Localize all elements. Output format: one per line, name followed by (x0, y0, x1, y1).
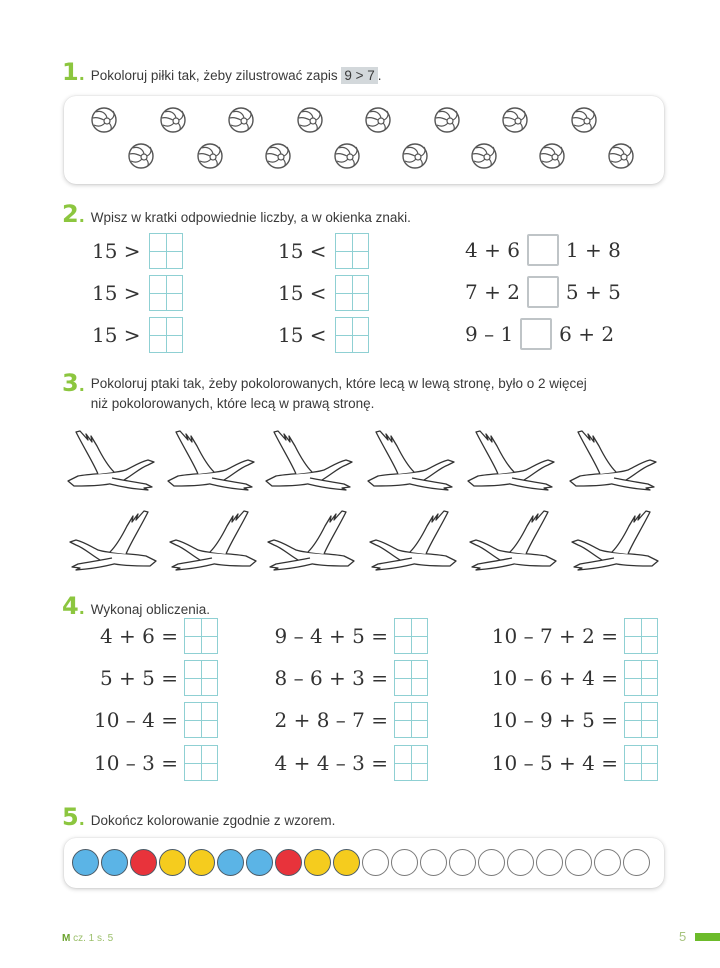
calculation-row (492, 745, 658, 781)
answer-grid[interactable] (184, 702, 218, 738)
task-2-heading (62, 200, 411, 228)
right-expression: 6 + 2 (559, 322, 615, 346)
beach-ball-icon[interactable] (401, 142, 429, 170)
task-number: 3. (62, 369, 85, 397)
task-5-heading (62, 803, 335, 831)
answer-grid[interactable] (335, 275, 369, 311)
yellow-circle (188, 849, 215, 876)
calculation-row (275, 702, 428, 738)
calculation-row (492, 618, 658, 654)
sign-comparison-row (465, 318, 614, 350)
goose-right-icon[interactable] (164, 426, 260, 492)
task-instruction: Pokoloruj piłki tak, żeby zilustrować zapis 9 > 7 . (90, 68, 382, 83)
answer-grid[interactable] (394, 660, 428, 696)
empty-circle[interactable] (391, 849, 418, 876)
sign-box[interactable] (527, 276, 559, 308)
answer-grid[interactable] (184, 660, 218, 696)
sign-comparison-row (465, 276, 621, 308)
beach-ball-icon[interactable] (607, 142, 635, 170)
beach-ball-icon[interactable] (227, 106, 255, 134)
answer-grid[interactable] (394, 702, 428, 738)
expression: 5 + 5 = (99, 666, 178, 690)
blue-circle (101, 849, 128, 876)
comparison-row (278, 233, 369, 269)
goose-right-icon[interactable] (464, 426, 560, 492)
answer-grid[interactable] (335, 233, 369, 269)
task-instruction: Dokończ kolorowanie zgodnie z wzorem. (90, 813, 336, 828)
goose-right-icon[interactable] (64, 426, 160, 492)
task-number: 2. (62, 200, 85, 228)
comparison-row (92, 233, 183, 269)
blue-circle (217, 849, 244, 876)
blue-circle (72, 849, 99, 876)
answer-grid[interactable] (184, 745, 218, 781)
expression: 15 > (92, 323, 141, 347)
calculation-row (275, 660, 428, 696)
beach-ball-icon[interactable] (196, 142, 224, 170)
goose-right-icon[interactable] (262, 426, 358, 492)
blue-circle (246, 849, 273, 876)
beach-ball-icon[interactable] (127, 142, 155, 170)
left-expression: 7 + 2 (465, 280, 520, 304)
expression: 15 < (278, 281, 327, 305)
expression: 15 > (92, 281, 141, 305)
yellow-circle (304, 849, 331, 876)
expression: 15 < (278, 323, 327, 347)
calculation-row (492, 660, 658, 696)
beach-ball-icon[interactable] (159, 106, 187, 134)
sign-box[interactable] (520, 318, 552, 350)
beach-ball-icon[interactable] (501, 106, 529, 134)
task-instruction: Wpisz w kratki odpowiednie liczby, a w okienka znaki. (90, 210, 411, 225)
answer-grid[interactable] (335, 317, 369, 353)
page-tab-bar (695, 933, 720, 941)
expression: 10 – 4 = (93, 708, 178, 732)
calculation-row (94, 702, 218, 738)
goose-right-icon[interactable] (566, 426, 662, 492)
calculation-row (275, 745, 428, 781)
empty-circle[interactable] (536, 849, 563, 876)
answer-grid[interactable] (624, 702, 658, 738)
task-3-heading (62, 370, 587, 414)
beach-ball-icon[interactable] (470, 142, 498, 170)
task-1-heading (62, 58, 382, 86)
empty-circle[interactable] (565, 849, 592, 876)
beach-ball-icon[interactable] (364, 106, 392, 134)
answer-grid[interactable] (624, 660, 658, 696)
empty-circle[interactable] (362, 849, 389, 876)
comparison-row (278, 275, 369, 311)
empty-circle[interactable] (507, 849, 534, 876)
yellow-circle (159, 849, 186, 876)
goose-left-icon[interactable] (566, 506, 662, 572)
beach-ball-icon[interactable] (570, 106, 598, 134)
answer-grid[interactable] (624, 618, 658, 654)
goose-left-icon[interactable] (262, 506, 358, 572)
footer-reference: M cz. 1 s. 5 (62, 933, 114, 944)
sign-comparison-row (465, 234, 621, 266)
answer-grid[interactable] (149, 317, 183, 353)
left-expression: 4 + 6 (465, 238, 520, 262)
expression: 4 + 6 = (99, 624, 178, 648)
beach-ball-icon[interactable] (538, 142, 566, 170)
empty-circle[interactable] (478, 849, 505, 876)
expression: 10 – 5 + 4 = (491, 751, 618, 775)
expression: 2 + 8 – 7 = (274, 708, 388, 732)
inequality-highlight: 9 > 7 (341, 67, 377, 84)
left-expression: 9 – 1 (465, 322, 514, 346)
answer-grid[interactable] (149, 275, 183, 311)
right-expression: 1 + 8 (565, 238, 621, 262)
task-instruction: Pokoloruj ptaki tak, żeby pokolorowanych, które lecą w lewą stronę, było o 2 więcej niż pokolorowanych, które lecą w prawą stronę. (90, 376, 587, 411)
answer-grid[interactable] (624, 745, 658, 781)
beach-ball-icon[interactable] (264, 142, 292, 170)
expression: 10 – 7 + 2 = (491, 624, 618, 648)
goose-left-icon[interactable] (64, 506, 160, 572)
empty-circle[interactable] (420, 849, 447, 876)
goose-left-icon[interactable] (164, 506, 260, 572)
calculation-row (100, 660, 218, 696)
task-instruction: Wykonaj obliczenia. (90, 602, 210, 617)
color-pattern-row (72, 849, 650, 876)
page-number: 5 (679, 929, 687, 944)
empty-circle[interactable] (449, 849, 476, 876)
task-number: 5. (62, 803, 85, 831)
expression: 8 – 6 + 3 = (274, 666, 388, 690)
comparison-row (92, 275, 183, 311)
expression: 4 + 4 – 3 = (274, 751, 388, 775)
calculation-row (492, 702, 658, 738)
red-circle (275, 849, 302, 876)
yellow-circle (333, 849, 360, 876)
right-expression: 5 + 5 (565, 280, 621, 304)
expression: 15 < (278, 239, 327, 263)
sign-box[interactable] (527, 234, 559, 266)
comparison-row (278, 317, 369, 353)
empty-circle[interactable] (594, 849, 621, 876)
expression: 10 – 3 = (93, 751, 178, 775)
beach-ball-icon[interactable] (433, 106, 461, 134)
task-number: 1. (62, 58, 85, 86)
empty-circle[interactable] (623, 849, 650, 876)
expression: 15 > (92, 239, 141, 263)
red-circle (130, 849, 157, 876)
goose-left-icon[interactable] (464, 506, 560, 572)
calculation-row (100, 618, 218, 654)
expression: 9 – 4 + 5 = (274, 624, 388, 648)
task-4-heading (62, 592, 210, 620)
task-number: 4. (62, 592, 85, 620)
beach-ball-icon[interactable] (333, 142, 361, 170)
calculation-row (94, 745, 218, 781)
expression: 10 – 9 + 5 = (491, 708, 618, 732)
expression: 10 – 6 + 4 = (491, 666, 618, 690)
beach-ball-icon[interactable] (296, 106, 324, 134)
goose-right-icon[interactable] (364, 426, 460, 492)
answer-grid[interactable] (394, 745, 428, 781)
beach-ball-icon[interactable] (90, 106, 118, 134)
answer-grid[interactable] (184, 618, 218, 654)
comparison-row (92, 317, 183, 353)
calculation-row (275, 618, 428, 654)
goose-left-icon[interactable] (364, 506, 460, 572)
answer-grid[interactable] (394, 618, 428, 654)
answer-grid[interactable] (149, 233, 183, 269)
